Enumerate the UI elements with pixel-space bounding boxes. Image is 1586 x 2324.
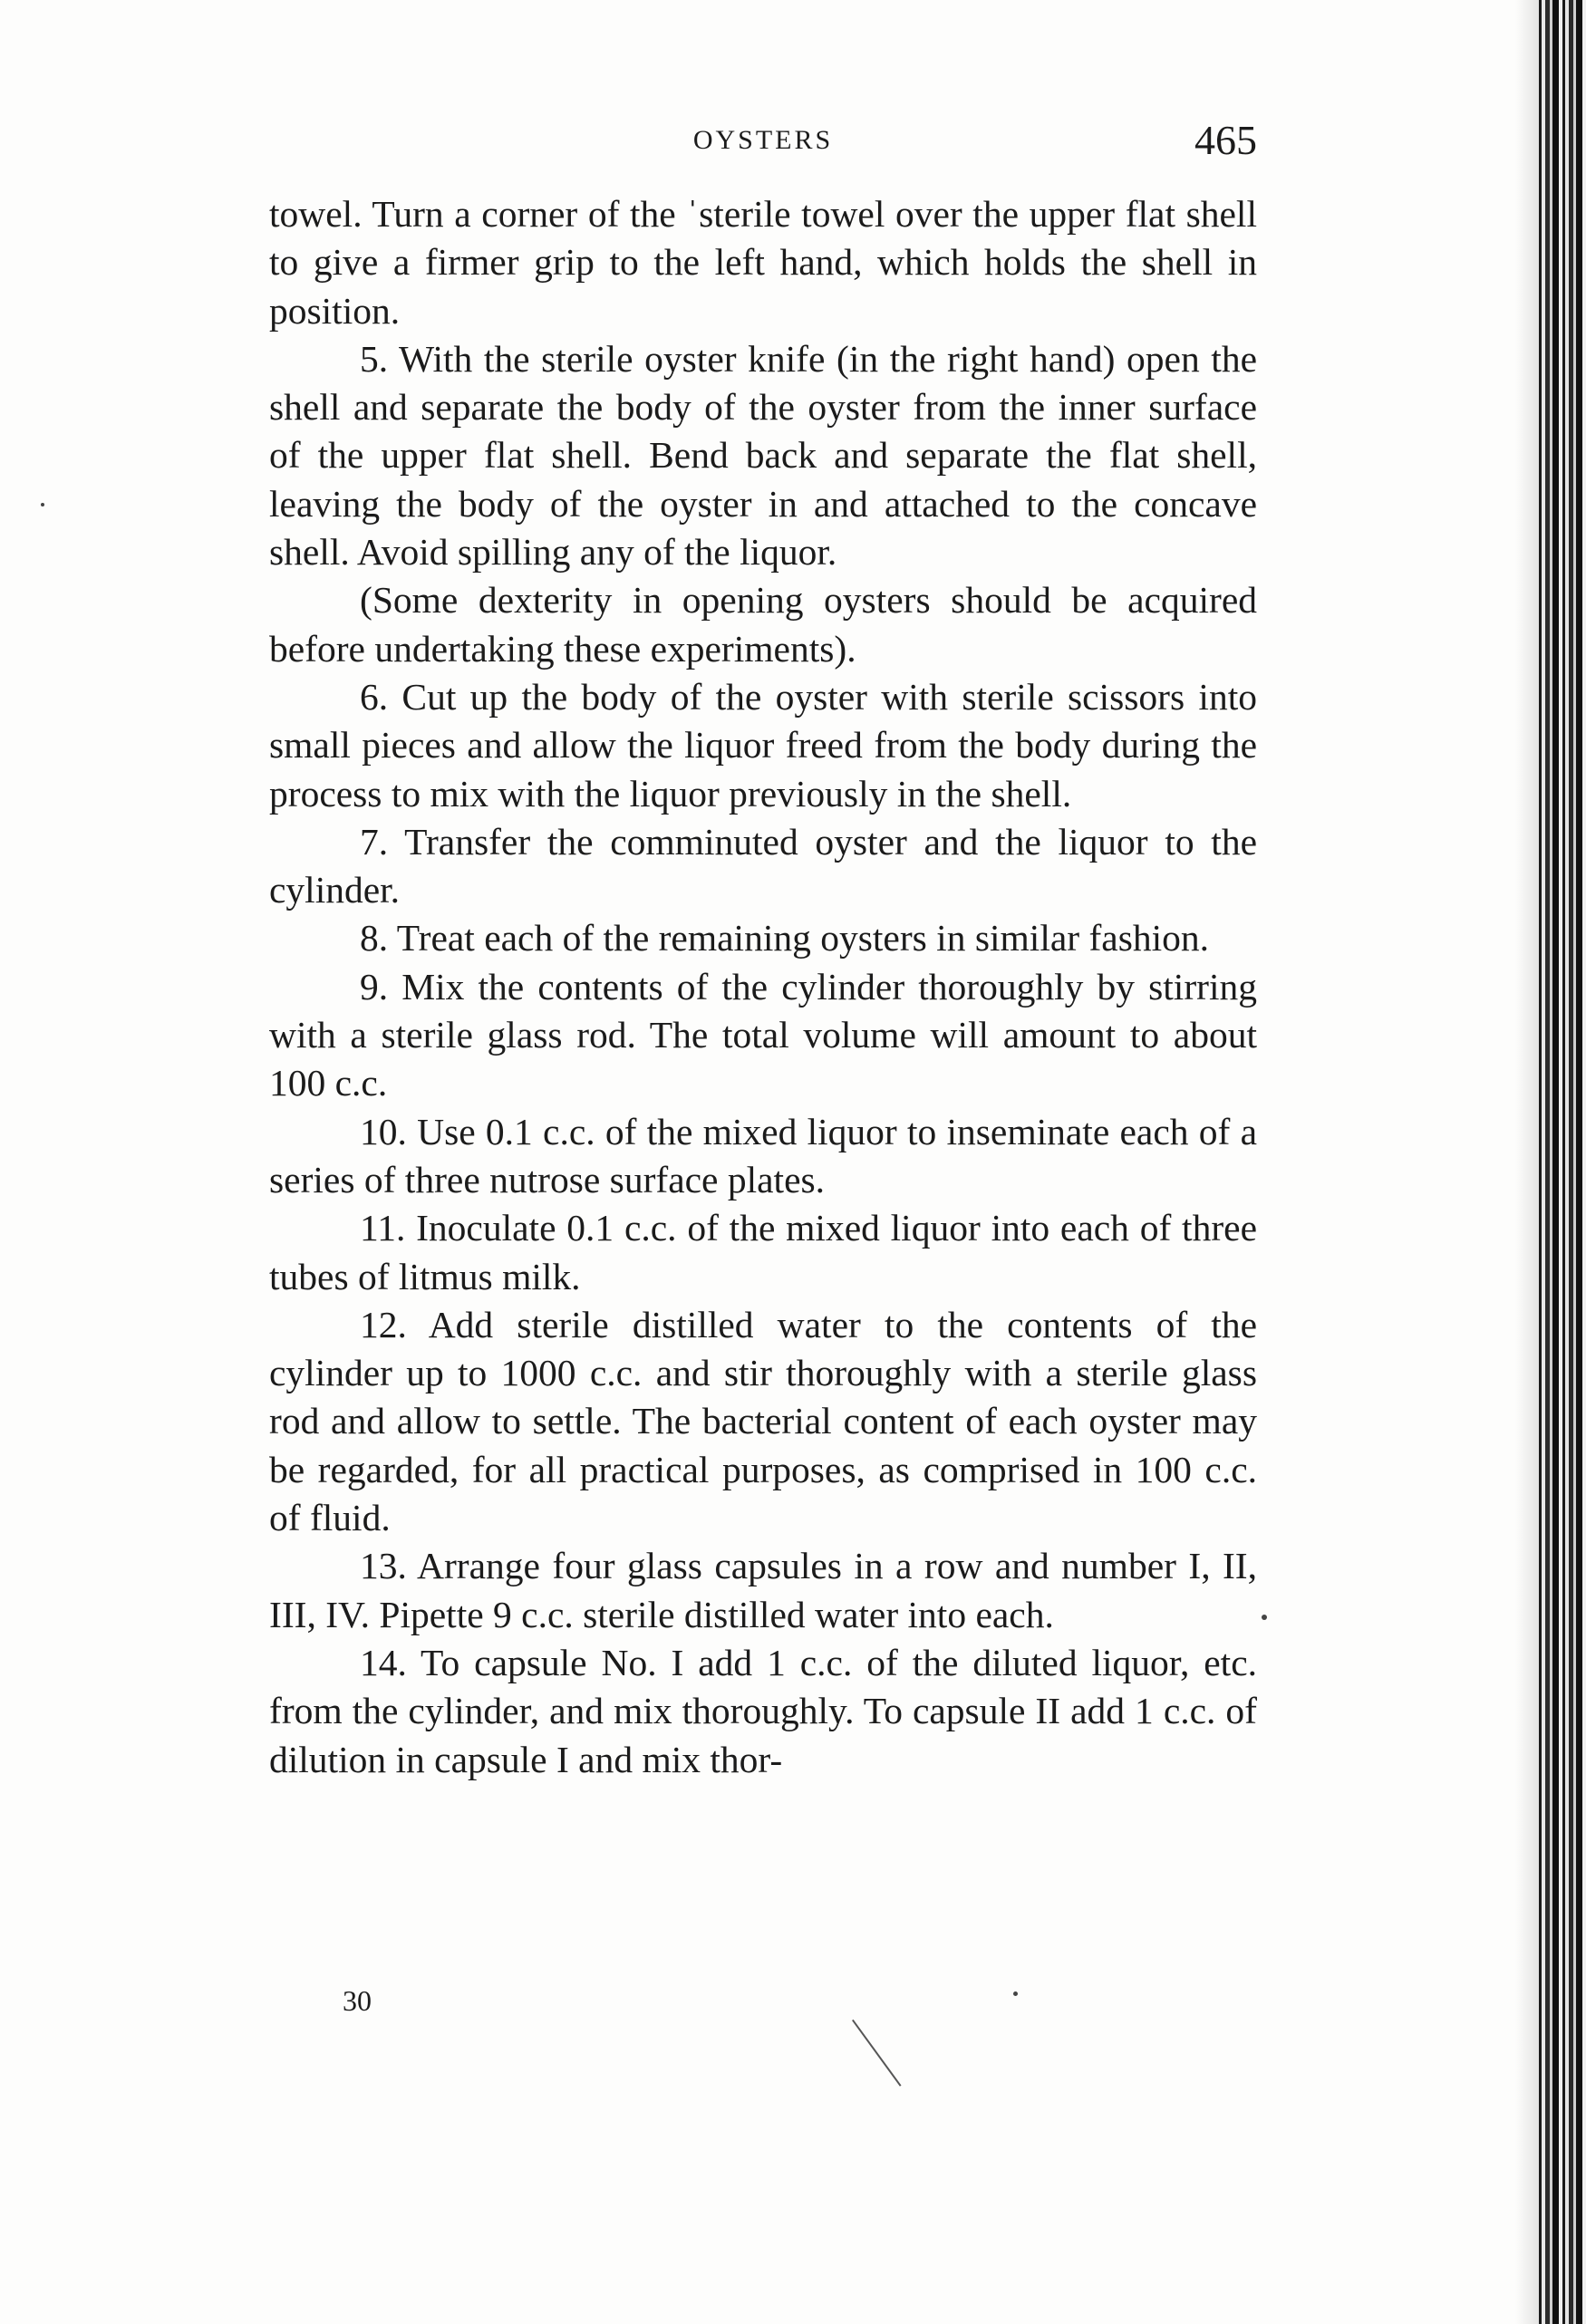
speck-mark <box>1013 1991 1018 1996</box>
paragraph-step-5: 5. With the sterile oyster knife (in the right hand) open the shell and separate the body of the oyster from the inner surface of the upper flat shell. Bend back and separate the flat shell, leaving the body of the oyster in and attached to the concave shell. Avoid spilling any of the liquor. <box>269 337 1257 574</box>
paragraph-step-11: 11. Inoculate 0.1 c.c. of the mixed liquor into each of three tubes of litmus milk. <box>269 1207 1257 1297</box>
paragraph-step-10: 10. Use 0.1 c.c. of the mixed liquor to inseminate each of a series of three nutrose surface plates. <box>269 1110 1257 1201</box>
paragraph-continued: towel. Turn a corner of the ˈsterile towel over the upper flat shell to give a firmer grip to the left hand, which holds the shell in position. <box>269 193 1257 332</box>
body-text <box>269 190 1257 1784</box>
paragraph-step-14: 14. To capsule No. I add 1 c.c. of the diluted liquor, etc. from the cylinder, and mix thoroughly. To capsule II add 1 c.c. of dilution in capsule I and mix thor- <box>269 1641 1257 1780</box>
paragraph-step-6: 6. Cut up the body of the oyster with sterile scissors into small pieces and allow the liquor freed from the body during the process to mix with the liquor previously in the shell. <box>269 675 1257 815</box>
paragraph-step-12: 12. Add sterile distilled water to the contents of the cylinder up to 1000 c.c. and stir thoroughly with a sterile glass rod and allow to settle. The bacterial content of each oyster may be regarded, for all practical purposes, as comprised in 100 c.c. of fluid. <box>269 1303 1257 1539</box>
paragraph-step-13: 13. Arrange four glass capsules in a row and number I, II, III, IV. Pipette 9 c.c. sterile distilled water into each. <box>269 1545 1257 1635</box>
speck-mark <box>1262 1615 1267 1620</box>
paragraph-step-8: 8. Treat each of the remaining oysters in similar fashion. <box>360 917 1210 959</box>
paragraph-step-7: 7. Transfer the comminuted oyster and the liquor to the cylinder. <box>269 820 1257 911</box>
running-title: OYSTERS <box>692 125 834 155</box>
signature-mark: 30 <box>343 1984 372 2017</box>
binding-edge <box>1539 0 1586 2324</box>
binding-shadow <box>1515 0 1539 2324</box>
speck-mark <box>41 503 44 506</box>
running-head <box>269 116 1257 170</box>
page-number: 465 <box>1194 117 1257 163</box>
paragraph-note: (Some dexterity in opening oysters should be acquired before undertaking these experiments). <box>269 579 1257 670</box>
pen-stroke-mark <box>852 2020 902 2087</box>
paragraph-step-9: 9. Mix the contents of the cylinder thoroughly by stirring with a sterile glass rod. The total volume will amount to about 100 c.c. <box>269 965 1257 1104</box>
